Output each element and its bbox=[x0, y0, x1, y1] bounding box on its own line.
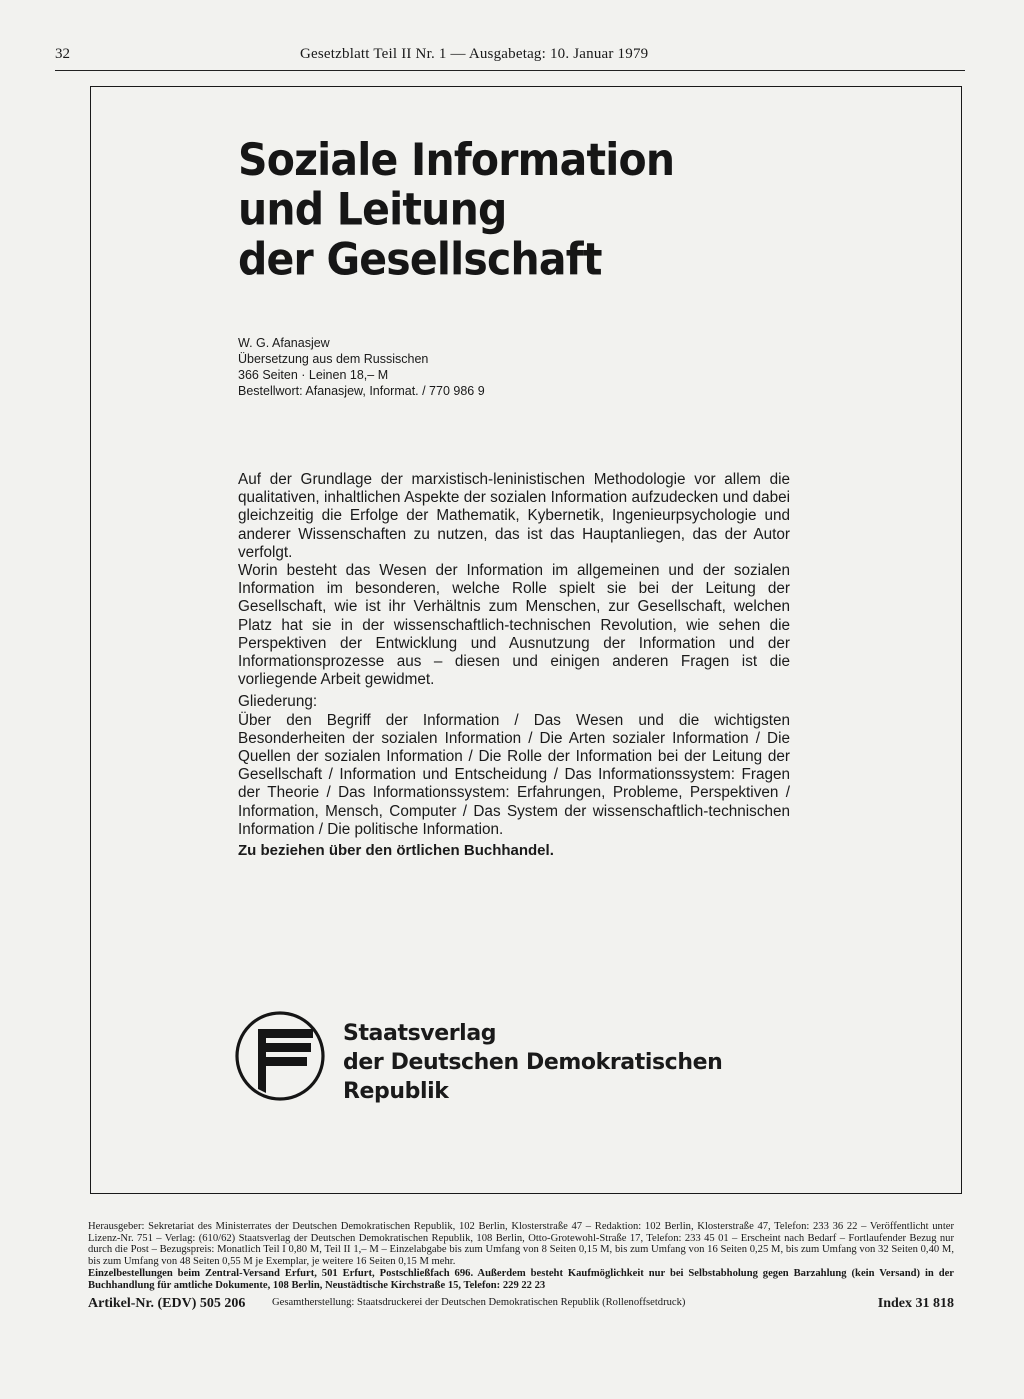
book-translation-note: Übersetzung aus dem Russischen bbox=[238, 352, 429, 366]
publisher-logo-icon bbox=[233, 1009, 327, 1103]
publisher-name bbox=[343, 1019, 722, 1106]
imprint-publisher-info: Herausgeber: Sekretariat des Ministerrates der Deutschen Demokratischen Republik, 102 Berlin, Klosterstraße 47 – Redaktion: 102 Berlin, Klosterstraße 47, Telefon: 233 36 22 – Veröffentlicht unter Lizenz-Nr. 751 – Verlag: (610/62) Staatsverlag der Deutschen Demokratischen Republik, 108 Berlin, Otto-Grotewohl-Straße 17, Telefon: 233 45 01 – Erscheint nach Bedarf – Fortlaufender Bezug nur durch die Post – Bezugspreis: Monatlich Teil I 0,80 M, Teil II 1,– M – Einzelabgabe bis zum Umfang von 8 Seiten 0,15 M, bis zum Umfang von 16 Seiten 0,25 M, bis zum Umfang von 32 Seiten 0,40 M, bis zum Umfang von 48 Seiten 0,55 M je Exemplar, je weitere 16 Seiten 0,15 M mehr. bbox=[88, 1221, 954, 1268]
header-rule bbox=[55, 70, 965, 71]
book-title-line: Soziale Information bbox=[238, 133, 675, 186]
book-title-line: und Leitung bbox=[238, 183, 507, 236]
book-description bbox=[238, 471, 790, 839]
book-title-line: der Gesellschaft bbox=[238, 233, 602, 286]
running-head: Gesetzblatt Teil II Nr. 1 — Ausgabetag: 10. Januar 1979 bbox=[300, 46, 649, 62]
publisher-name-line: Staatsverlag bbox=[343, 1021, 497, 1046]
advertisement-box bbox=[90, 86, 962, 1194]
book-meta bbox=[238, 335, 485, 399]
book-pages-price: 366 Seiten · Leinen 18,– M bbox=[238, 368, 389, 382]
index-number: Index 31 818 bbox=[877, 1296, 954, 1311]
imprint-ordering-info: Einzelbestellungen beim Zentral-Versand Erfurt, 501 Erfurt, Postschließfach 696. Außerdem besteht Kaufmöglichkeit nur bei Selbstabholung gegen Barzahlung (kein Versand) in der Buchhandlung für amtliche Dokumente, 108 Berlin, Neustädtische Kirchstraße 15, Telefon: 229 22 23 bbox=[88, 1267, 954, 1291]
page-number: 32 bbox=[55, 46, 70, 62]
publisher-name-line: Republik bbox=[343, 1079, 449, 1104]
footer-line bbox=[88, 1296, 954, 1316]
imprint bbox=[88, 1221, 954, 1291]
description-paragraph: Worin besteht das Wesen der Information im allgemeinen und der sozialen Information im besonderen, welche Rolle spielt sie bei der Leitung der Gesellschaft, wie ist ihr Verhältnis zum Menschen, zur Gesellschaft, welchen Platz hat sie in der wissenschaftlich-technischen Revolution, wie sehen die Perspektiven der Entwicklung und Ausnutzung der Information und der Informationsprozesse aus – diesen und einigen anderen Fragen ist die vorliegende Arbeit gewidmet. bbox=[238, 562, 790, 689]
publisher-name-line: der Deutschen Demokratischen bbox=[343, 1050, 723, 1075]
book-author: W. G. Afanasjew bbox=[238, 336, 330, 350]
print-note: Gesamtherstellung: Staatsdruckerei der Deutschen Demokratischen Republik (Rollenoffsetdruck) bbox=[272, 1297, 686, 1308]
book-order-code: Bestellwort: Afanasjew, Informat. / 770 986 9 bbox=[238, 384, 485, 398]
contents-list: Über den Begriff der Information / Das Wesen und die wichtigsten Besonderheiten der sozialen Information / Die Arten sozialer Information / Die Quellen der sozialen Information / Die Rolle der Information bei der Leitung der Gesellschaft / Information und Entscheidung / Das Informationssystem: Fragen der Theorie / Das Informationssystem: Erfahrungen, Probleme, Perspektiven / Information, Mensch, Computer / Das System der wissenschaftlich-technischen Information / Die politische Information. bbox=[238, 711, 790, 838]
contents-heading: Gliederung: bbox=[238, 693, 318, 711]
order-note: Zu beziehen über den örtlichen Buchhandel. bbox=[238, 842, 554, 859]
article-number: Artikel-Nr. (EDV) 505 206 bbox=[88, 1296, 246, 1311]
book-title bbox=[238, 135, 674, 284]
description-paragraph: Auf der Grundlage der marxistisch-leninistischen Methodologie vor allem die qualitativen, inhaltlichen Aspekte der sozialen Information aufzudecken und dabei gleichzeitig die Erfolge der Mathematik, Kybernetik, Ingenieurpsychologie und anderer Wissenschaften zu nutzen, das ist das Hauptanliegen, das der Autor verfolgt. bbox=[238, 471, 790, 561]
page-header bbox=[55, 46, 965, 68]
